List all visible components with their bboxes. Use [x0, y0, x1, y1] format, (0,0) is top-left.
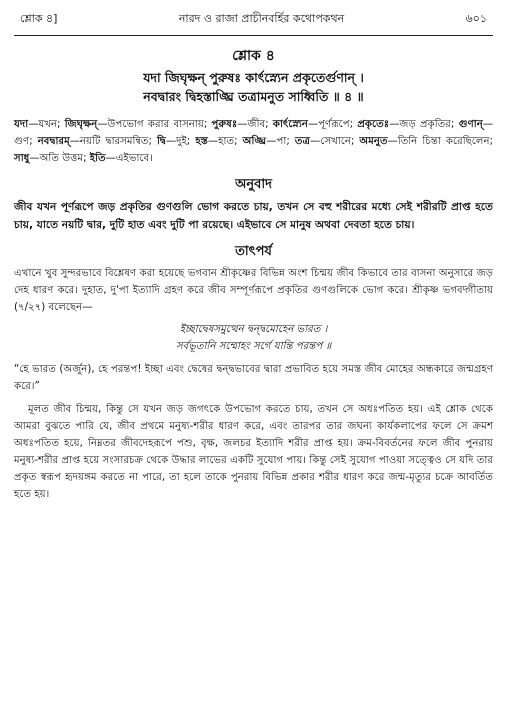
- synonym-meaning: —তিনি চিন্তা করেছিলেন;: [387, 136, 493, 147]
- synonym-word: সাধু: [14, 153, 30, 164]
- synonym-meaning: —হাত;: [208, 136, 243, 147]
- synonym-meaning: —অতি উত্তম;: [29, 153, 90, 164]
- synonym-word: গুণান্: [458, 119, 483, 130]
- header-verse-ref: শ্লোক ৪]: [20, 12, 58, 25]
- synonym-meaning: —গুণ;: [14, 119, 493, 147]
- quote-line-2: সর্বভূতানি সম্মোহং সর্গে যান্তি পরন্তপ ॥: [175, 341, 332, 352]
- verse-line-2: নবদ্বারং দ্বিহস্তাঙ্ঘ্রি তত্রামনুত সাধ্বিতি ॥ ৪ ॥: [143, 89, 364, 104]
- synonym-meaning: —নয়টি দ্বারসমন্বিত;: [69, 136, 157, 147]
- running-header: [14, 10, 493, 36]
- synonym-meaning: —যখন;: [28, 119, 65, 130]
- synonym-meaning: —জড় প্রকৃতির;: [389, 119, 459, 130]
- synonym-meaning: —উপভোগ করার বাসনায়;: [97, 119, 212, 130]
- synonym-word: দ্বি: [157, 136, 166, 147]
- purport-intro: এখানে খুব সুন্দরভাবে বিশ্লেষণ করা হয়েছে ভগবান শ্রীকৃষ্ণের বিভিন্ন অংশ চিন্ময় জীব কিভাবে তার বাসনা অনুসারে জড় দেহ ধারণ করে। দুহাত, দু'পা ইত্যাদি গ্রহণ করে জীব সম্পূর্ণরূপে প্রকৃতির গুণগুলিকে ভোগ করে। শ্রীকৃষ্ণ ভগবদ্গীতায় (৭/২৭) বলেছেন—: [14, 268, 493, 313]
- synonym-word: তত্র: [294, 136, 311, 147]
- synonym-word: যদা: [14, 119, 29, 130]
- synonym-meaning: —জীব;: [237, 119, 273, 130]
- quote-line-1: ইচ্ছাদ্বেষসমুত্থেন দ্বন্দ্বমোহেন ভারত ।: [179, 324, 328, 335]
- synonym-word: ইতি: [89, 153, 106, 164]
- synonym-meaning: —দুই;: [165, 136, 196, 147]
- synonym-word: অঙ্ঘ্রি: [242, 136, 267, 147]
- translation-text: জীব যখন পূর্ণরূপে জড় প্রকৃতির গুণগুলি ভোগ করতে চায়, তখন সে বহু শরীরের মধ্যে সেই শরীরটি প্রাপ্ত হতে চায়, যাতে নয়টি দ্বার, দুটি হাত এবং দুটি পা রয়েছে। এইভাবে সে মানুষ অথবা দেবতা হতে চায়।: [14, 201, 493, 231]
- synonym-meaning: —সেখানে;: [310, 136, 360, 147]
- synonym-word: জিঘৃক্ষন্: [64, 119, 98, 130]
- page-number: ৬০১: [465, 12, 487, 25]
- synonym-meaning: —এইভাবে।: [105, 153, 153, 164]
- synonym-word: অমনুত: [359, 136, 388, 147]
- purport-heading: তাৎপর্য: [235, 244, 272, 259]
- synonym-word: কার্ৎস্ন্যেন: [272, 119, 308, 130]
- verse-title: শ্লোক ৪: [232, 48, 275, 64]
- synonym-meaning: —পা;: [266, 136, 295, 147]
- synonym-meaning: —পূর্ণরূপে;: [307, 119, 358, 130]
- synonym-word: পুরুষঃ: [211, 119, 238, 130]
- scripture-quote: [14, 321, 493, 355]
- header-chapter-title: নারদ ও রাজা প্রাচীনবর্হির কথোপকথন: [178, 12, 345, 25]
- synonym-word: হস্ত: [195, 136, 208, 147]
- purport-body: মূলত জীব চিন্ময়, কিন্তু সে যখন জড় জগৎকে উপভোগ করতে চায়, তখন সে অধঃপতিত হয়। এই শ্লোক থেকে আমরা বুঝতে পারি যে, জীব প্রথমে মনুষ্য-শরীর ধারণ করে, এবং তারপর তার জঘন্য কার্যকলাপের ফলে সে ক্রমশ অধঃপতিত হয়ে, নিম্নতর জীবদেহরূপে পশু, বৃক্ষ, জলচর ইত্যাদি শরীর প্রাপ্ত হয়। ক্রম-বিবর্তনের ফলে জীব পুনরায় মনুষ্য-শরীর প্রাপ্ত হয়ে সংসারচক্র থেকে উদ্ধার লাভের একটি সুযোগ পায়। কিন্তু সেই সুযোগ পাওয়া সত্ত্বেও সে যদি তার প্রকৃত স্বরূপ হৃদয়ঙ্গম করতে না পারে, তা হলে তাকে পুনরায় বিভিন্ন প্রকার শরীর ধারণ করে জন্ম-মৃত্যুর চক্রে আবর্তিত হতে হয়।: [14, 404, 493, 500]
- synonym-word: প্রকৃতেঃ: [357, 119, 390, 130]
- quote-translation: “হে ভারত (অর্জুন), হে পরন্তপ! ইচ্ছা এবং দ্বেষের দ্বন্দ্বভাবের দ্বারা প্রভাবিত হয়ে সমস্ত জীব মোহের অন্ধকারে জন্মগ্রহণ করে।”: [14, 364, 493, 392]
- translation-heading: অনুবাদ: [235, 177, 272, 192]
- word-meanings: [14, 116, 493, 167]
- verse-line-1: যদা জিঘৃক্ষন্ পুরুষঃ কার্ৎস্ন্যেন প্রকৃতের্গুণান্ ।: [143, 70, 364, 85]
- synonym-word: নবদ্বারম্: [37, 136, 70, 147]
